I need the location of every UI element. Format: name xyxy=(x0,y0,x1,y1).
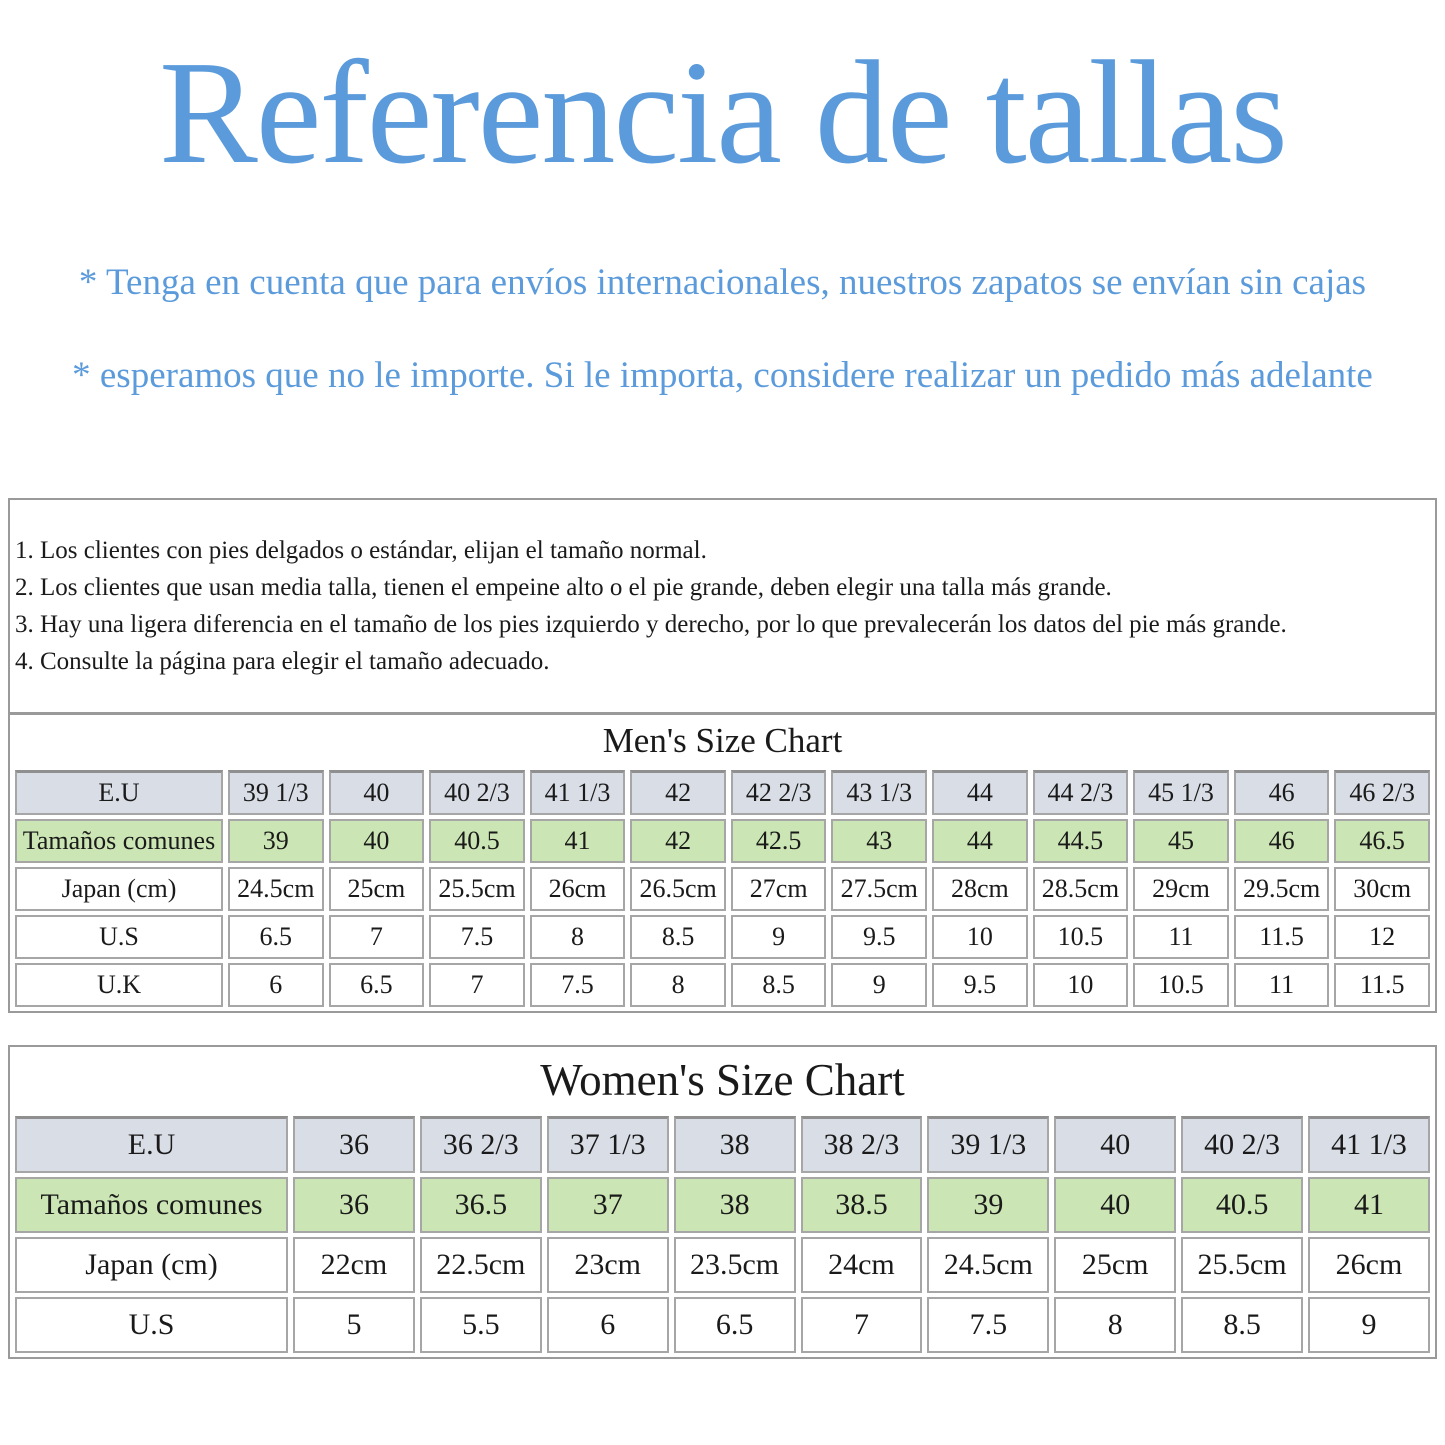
size-cell: 38 xyxy=(674,1177,796,1233)
size-row-u-s xyxy=(15,915,1430,959)
size-cell: 39 xyxy=(927,1177,1049,1233)
size-row-tama-os-comunes xyxy=(15,1177,1430,1233)
womens-size-panel xyxy=(8,1045,1437,1359)
size-cell: 40 xyxy=(1054,1116,1176,1173)
size-reference-page xyxy=(0,28,1445,1445)
size-cell: 7.5 xyxy=(429,915,525,959)
size-cell: 42 xyxy=(630,819,726,863)
size-cell: 26.5cm xyxy=(630,867,726,911)
row-label: U.S xyxy=(15,1297,288,1353)
size-cell: 44 2/3 xyxy=(1033,770,1129,815)
size-cell: 9 xyxy=(731,915,827,959)
size-row-e-u xyxy=(15,770,1430,815)
size-cell: 40.5 xyxy=(429,819,525,863)
womens-size-table xyxy=(10,1112,1435,1357)
womens-chart-title: Women's Size Chart xyxy=(540,1055,905,1106)
size-cell: 9.5 xyxy=(932,963,1028,1007)
size-cell: 7 xyxy=(329,915,425,959)
size-cell: 10 xyxy=(1033,963,1129,1007)
size-cell: 5 xyxy=(293,1297,415,1353)
size-cell: 7 xyxy=(429,963,525,1007)
size-cell: 39 1/3 xyxy=(228,770,324,815)
size-cell: 40 xyxy=(329,819,425,863)
size-cell: 40 xyxy=(1054,1177,1176,1233)
row-label: Japan (cm) xyxy=(15,1237,288,1293)
size-cell: 24cm xyxy=(801,1237,923,1293)
size-cell: 37 xyxy=(547,1177,669,1233)
size-cell: 29cm xyxy=(1133,867,1229,911)
size-row-tama-os-comunes xyxy=(15,819,1430,863)
size-cell: 23cm xyxy=(547,1237,669,1293)
size-cell: 6 xyxy=(228,963,324,1007)
size-cell: 46.5 xyxy=(1334,819,1430,863)
size-cell: 41 1/3 xyxy=(1308,1116,1430,1173)
size-cell: 10 xyxy=(932,915,1028,959)
size-cell: 11 xyxy=(1133,915,1229,959)
size-cell: 6.5 xyxy=(329,963,425,1007)
size-cell: 12 xyxy=(1334,915,1430,959)
size-cell: 38.5 xyxy=(801,1177,923,1233)
size-cell: 44 xyxy=(932,770,1028,815)
size-cell: 44.5 xyxy=(1033,819,1129,863)
size-cell: 26cm xyxy=(530,867,626,911)
size-cell: 9.5 xyxy=(831,915,927,959)
mens-chart-title: Men's Size Chart xyxy=(602,721,843,761)
size-cell: 8 xyxy=(530,915,626,959)
size-cell: 24.5cm xyxy=(927,1237,1049,1293)
size-cell: 10.5 xyxy=(1133,963,1229,1007)
size-cell: 8.5 xyxy=(1181,1297,1303,1353)
size-cell: 25cm xyxy=(329,867,425,911)
fit-note-line: 4. Consulte la página para elegir el tamaño adecuado. xyxy=(15,648,550,676)
size-cell: 5.5 xyxy=(420,1297,542,1353)
size-cell: 36 xyxy=(293,1177,415,1233)
size-cell: 39 1/3 xyxy=(927,1116,1049,1173)
size-cell: 6 xyxy=(547,1297,669,1353)
fit-note-line: 3. Hay una ligera diferencia en el tamaño de los pies izquierdo y derecho, por lo que prevalecerán los datos del pie más grande. xyxy=(15,611,1287,639)
row-label: Japan (cm) xyxy=(15,867,223,911)
size-cell: 40 2/3 xyxy=(429,770,525,815)
size-cell: 40 xyxy=(329,770,425,815)
size-cell: 10.5 xyxy=(1033,915,1129,959)
row-label: E.U xyxy=(15,770,223,815)
row-label: Tamaños comunes xyxy=(15,1177,288,1233)
size-cell: 30cm xyxy=(1334,867,1430,911)
size-cell: 25.5cm xyxy=(429,867,525,911)
size-cell: 23.5cm xyxy=(674,1237,796,1293)
size-cell: 42.5 xyxy=(731,819,827,863)
size-cell: 40 2/3 xyxy=(1181,1116,1303,1173)
row-label: U.S xyxy=(15,915,223,959)
size-row-u-k xyxy=(15,963,1430,1007)
size-cell: 42 2/3 xyxy=(731,770,827,815)
size-cell: 39 xyxy=(228,819,324,863)
size-cell: 6.5 xyxy=(674,1297,796,1353)
size-cell: 36 2/3 xyxy=(420,1116,542,1173)
size-cell: 43 1/3 xyxy=(831,770,927,815)
size-cell: 24.5cm xyxy=(228,867,324,911)
row-label: Tamaños comunes xyxy=(15,819,223,863)
size-cell: 9 xyxy=(1308,1297,1430,1353)
size-cell: 37 1/3 xyxy=(547,1116,669,1173)
size-cell: 36.5 xyxy=(420,1177,542,1233)
size-cell: 28.5cm xyxy=(1033,867,1129,911)
size-row-e-u xyxy=(15,1116,1430,1173)
shipping-note-2: * esperamos que no le importe. Si le importa, considere realizar un pedido más adelante xyxy=(72,355,1373,397)
size-cell: 28cm xyxy=(932,867,1028,911)
size-cell: 36 xyxy=(293,1116,415,1173)
size-cell: 45 1/3 xyxy=(1133,770,1229,815)
size-cell: 7.5 xyxy=(530,963,626,1007)
size-cell: 27cm xyxy=(731,867,827,911)
shipping-note-1: * Tenga en cuenta que para envíos internacionales, nuestros zapatos se envían sin cajas xyxy=(78,262,1367,304)
size-cell: 7 xyxy=(801,1297,923,1353)
size-cell: 41 xyxy=(1308,1177,1430,1233)
size-cell: 7.5 xyxy=(927,1297,1049,1353)
size-cell: 11.5 xyxy=(1234,915,1330,959)
size-row-japan-cm- xyxy=(15,1237,1430,1293)
size-cell: 11 xyxy=(1234,963,1330,1007)
fit-note-line: 1. Los clientes con pies delgados o estándar, elijan el tamaño normal. xyxy=(15,537,707,565)
page-title: Referencia de tallas xyxy=(159,31,1286,195)
size-cell: 46 xyxy=(1234,819,1330,863)
size-cell: 29.5cm xyxy=(1234,867,1330,911)
size-cell: 26cm xyxy=(1308,1237,1430,1293)
size-cell: 8 xyxy=(1054,1297,1176,1353)
size-cell: 43 xyxy=(831,819,927,863)
size-cell: 11.5 xyxy=(1334,963,1430,1007)
size-cell: 46 2/3 xyxy=(1334,770,1430,815)
size-cell: 46 xyxy=(1234,770,1330,815)
size-cell: 8.5 xyxy=(731,963,827,1007)
row-label: U.K xyxy=(15,963,223,1007)
size-row-u-s xyxy=(15,1297,1430,1353)
mens-size-panel xyxy=(8,498,1437,1013)
size-cell: 22.5cm xyxy=(420,1237,542,1293)
size-cell: 25cm xyxy=(1054,1237,1176,1293)
size-cell: 8 xyxy=(630,963,726,1007)
size-cell: 42 xyxy=(630,770,726,815)
fit-note-line: 2. Los clientes que usan media talla, tienen el empeine alto o el pie grande, deben elegir una talla más grande. xyxy=(15,574,1112,602)
size-row-japan-cm- xyxy=(15,867,1430,911)
size-cell: 40.5 xyxy=(1181,1177,1303,1233)
size-cell: 44 xyxy=(932,819,1028,863)
size-cell: 27.5cm xyxy=(831,867,927,911)
mens-size-table xyxy=(10,766,1435,1011)
size-cell: 9 xyxy=(831,963,927,1007)
size-cell: 6.5 xyxy=(228,915,324,959)
size-cell: 41 1/3 xyxy=(530,770,626,815)
row-label: E.U xyxy=(15,1116,288,1173)
size-cell: 8.5 xyxy=(630,915,726,959)
size-cell: 25.5cm xyxy=(1181,1237,1303,1293)
size-cell: 45 xyxy=(1133,819,1229,863)
size-cell: 41 xyxy=(530,819,626,863)
size-cell: 22cm xyxy=(293,1237,415,1293)
size-cell: 38 xyxy=(674,1116,796,1173)
fit-notes-list xyxy=(10,500,1435,715)
size-cell: 38 2/3 xyxy=(801,1116,923,1173)
